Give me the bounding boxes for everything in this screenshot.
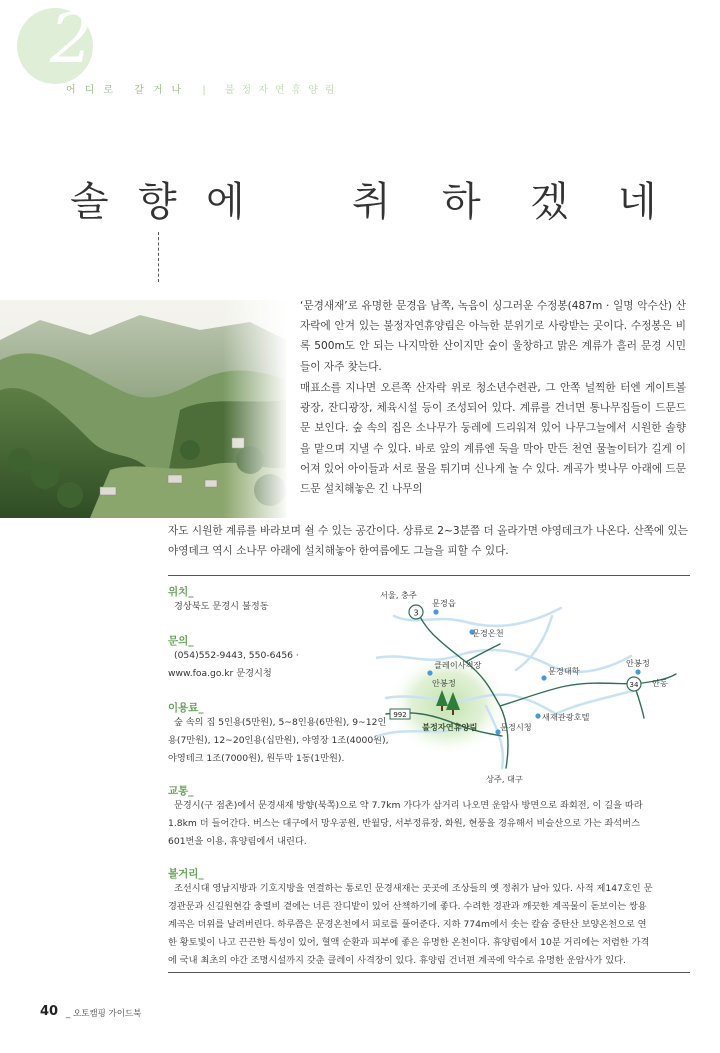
title-char: 에 [206, 179, 245, 225]
page-title [70, 178, 690, 230]
map-label-hotel: 새재관광호텔 [542, 712, 590, 722]
route-34-label: 34 [629, 681, 639, 689]
sights-line: 조선시대 영남지방과 기호지방을 연결하는 통로인 문경새재는 곳곳에 조상들의 옛 정취가 남아 있다. 사적 제147호인 문 [174, 883, 653, 894]
fees-label: 이용료_ [168, 702, 204, 714]
fees-line: 용(7만원), 12~20인용(십만원), 야영장 1조(4000원), [168, 735, 389, 746]
map-label-mungyeong-eup: 문경읍 [432, 598, 456, 608]
fees-line: 숲 속의 집 5인용(5만원), 5~8인용(6만원), 9~12인 [174, 717, 387, 728]
body-paragraph-2: 매표소를 지나면 오른쪽 산자락 위로 청소년수련관, 그 안쪽 널찍한 터엔 게이트볼 광장, 잔디광장, 체육시설 등이 조성되어 있다. 계류를 건너면 통나무집들이 드문드문 보인다. 숲 속의 집은 소나무가 둥레에 드리워져 있어 나무그늘에서 시원한 솔향을 맡으며 지낼 수 있다. 바로 앞의 계류엔 둑을 막아 만든 천연 물놀이터가 길게 이어져 있어 아이들과 서로 물을 튀기며 신나게 놀 수 있다. 계곡가 벚나무 아래에 드문드문 설치해놓은 긴 나무의 [300, 382, 686, 496]
title-char: 네 [618, 179, 657, 225]
section-separator: | [202, 85, 213, 96]
section-main: 어디로 갈거나 [66, 85, 191, 96]
section-sub: 불정자연휴양림 [224, 85, 342, 96]
route-992-label: 992 [393, 711, 407, 719]
route-34-marker [627, 677, 641, 691]
transport-line: 문경시(구 점촌)에서 문경새재 방향(북쪽)으로 약 7.7km 가다가 삼거리 나오면 운암사 방면으로 좌회전, 이 길을 따라 [174, 800, 643, 811]
info-bottom-rule [168, 972, 690, 973]
sights-line: 에 국내 최초의 야간 조명시설까지 갖춘 클레이 사격장이 있다. 휴양림 건너편 계곡에 악수로 유명한 운암사가 있다. [168, 955, 626, 966]
route-992-marker [390, 709, 410, 719]
dashed-divider [158, 232, 159, 282]
map-label-anbong-right: 안봉정 [626, 658, 650, 668]
contact-phone: (054)552-9443, 550-6456 · [174, 650, 299, 661]
title-char: 향 [138, 179, 177, 225]
sights-line: 한 황토빛이 나고 끈끈한 특성이 있어, 혈액 순환과 피부에 좋은 유명한 온천이다. 휴양림에서 10분 거리에는 저렴한 가격 [168, 937, 650, 948]
location-text: 경상북도 문경시 불정동 [174, 601, 269, 612]
transport-label: 교통_ [168, 785, 194, 797]
transport-line: 1.8km 더 들어간다. 버스는 대구에서 망우공원, 반월당, 서부정류장, 화원, 현풍을 경유해서 비슬산으로 가는 좌석버스 [168, 818, 640, 829]
info-top-rule [168, 575, 690, 576]
page-number: 40 [40, 1004, 59, 1019]
route-3-label: 3 [413, 608, 419, 618]
body-paragraph-3: 자도 시원한 계류를 바라보며 쉴 수 있는 공간이다. 상류로 2~3분쯤 더 올라가면 야영데크가 나온다. 산쪽에 있는 야영데크 역시 소나무 아래에 설치해놓아 한여름에도 그늘을 피할 수 있다. [168, 525, 688, 558]
location-map [376, 586, 696, 786]
sights-line: 계곡은 더위를 날려버린다. 하루쯤은 문경온천에서 피로를 풀어준다. 지하 774m에서 솟는 칼슘 중탄산 보양온천으로 연 [168, 919, 647, 930]
river [556, 690, 636, 714]
sights-label: 볼거리_ [168, 868, 204, 880]
title-char: 겠 [530, 179, 569, 225]
title-char: 하 [442, 179, 481, 225]
transport-line: 601번을 이용, 휴양림에서 내린다. [168, 836, 307, 847]
map-label-clay: 클레이사격장 [434, 660, 482, 670]
chapter-number: 2 [50, 0, 94, 79]
map-label-spa: 문경온천 [472, 628, 504, 638]
forest-photo [0, 300, 286, 518]
map-label-sangju: 상주, 대구 [486, 774, 523, 784]
contact-label: 문의_ [168, 635, 194, 647]
river [516, 616, 552, 670]
route-3-marker [409, 605, 423, 619]
body-paragraph-1: ‘문경새재’로 유명한 문경읍 남쪽, 녹음이 싱그러운 수정봉(487m · 일명 악수산) 산자락에 안겨 있는 불정자연휴양림은 아늑한 분위기로 사랑받는 곳이다. 수정봉은 비록 500m도 안 되는 나지막한 산이지만 숲이 울창하고 맑은 계류가 흘러 문경 시민들이 자주 찾는다. [300, 300, 686, 373]
map-label-andong: 안동 [652, 678, 668, 688]
section-header [66, 81, 342, 96]
fees-line: 야영테크 1조(7000원), 원두막 1동(1만원). [168, 753, 345, 764]
map-label-univ: 문경대학 [548, 666, 580, 676]
map-label-anbong: 안봉정 [432, 678, 456, 688]
book-title: _ 오토캠핑 가이드북 [66, 1009, 142, 1019]
map-label-forest: 불정자연휴양림 [422, 722, 478, 732]
location-label: 위치_ [168, 586, 194, 598]
sights-line: 경관문과 신길원현감 충렬비 곁에는 너른 잔디밭이 있어 산책하기에 좋다. 수려한 경관과 깨끗한 계곡물이 돋보이는 쌍용 [168, 901, 647, 912]
map-label-seoul: 서울, 충주 [380, 590, 417, 600]
title-char: 솔 [70, 179, 109, 225]
map-label-city-hall: 문경시청 [500, 722, 532, 732]
title-char: 취 [352, 179, 391, 225]
contact-web: www.foa.go.kr 문경시청 [168, 668, 272, 679]
